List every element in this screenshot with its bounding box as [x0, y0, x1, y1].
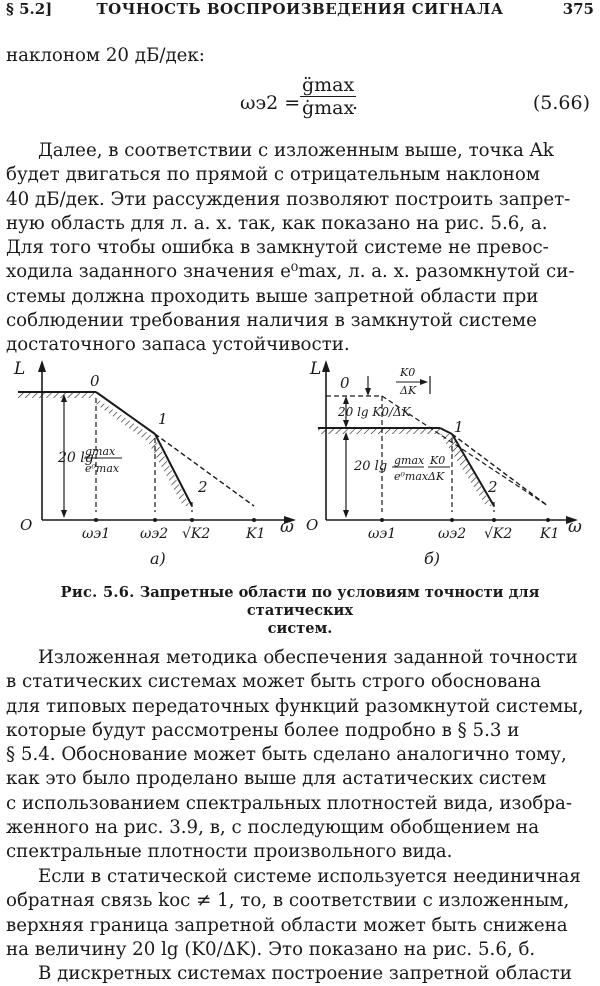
tick-k1: K1	[540, 526, 560, 542]
text-line: ходила заданного значения e⁰max, л. а. х. разомкнутой си-	[6, 261, 575, 283]
axis-label-omega: ω	[568, 517, 582, 537]
section-ref: § 5.2]	[6, 0, 53, 18]
tick-w1: ωэ1	[368, 526, 397, 542]
point-0-label: 0	[340, 374, 350, 392]
tick-dot	[450, 518, 454, 522]
text-line: будет двигаться по прямой с отрицательным наклоном	[6, 164, 541, 186]
lg-label: 20 lg	[354, 459, 388, 474]
text-line: стемы должна проходить выше запретной области при	[6, 285, 539, 307]
text-line: § 5.4. Обоснование может быть сделано аналогично тому,	[6, 744, 567, 766]
point-1-label: 1	[454, 418, 464, 436]
text-line: женного на рис. 3.9, в, с последующим обобщением на	[6, 817, 540, 839]
lg-denominator: e⁰max	[394, 470, 429, 483]
tick-w2: ωэ2	[438, 526, 467, 542]
text-line: В дискретных системах построение запретной области	[38, 963, 572, 984]
text-line: достаточного запаса устойчивости.	[6, 334, 350, 356]
equation-fraction	[300, 74, 359, 119]
page-header	[6, 0, 594, 22]
boundary-slope-1	[440, 428, 452, 434]
dim-arrow-down	[343, 510, 349, 518]
k0-arrow-right	[420, 379, 428, 385]
chart-a	[13, 359, 296, 568]
equation-number: (5.66)	[532, 92, 590, 114]
text-line: с использованием спектральных плотностей вида, изобра-	[6, 792, 572, 814]
text-line: которые будут рассмотрены более подробно в § 5.3 и	[6, 719, 520, 741]
y-arrow	[38, 360, 46, 372]
tick-sk2: √K2	[182, 526, 211, 542]
equation-numerator: g̈max	[302, 74, 355, 96]
tick-w1: ωэ1	[82, 526, 111, 542]
k0-numerator: K0	[400, 366, 416, 379]
text-line: 40 дБ/дек. Эти рассуждения позволяют построить запрет-	[6, 188, 571, 210]
tick-dot	[492, 518, 496, 522]
point-1-label: 1	[158, 410, 168, 428]
text-line: Изложенная методика обеспечения заданной точности	[38, 647, 578, 668]
lgk-label: 20 lg K0/ΔK	[338, 405, 411, 419]
text-line: Для того чтобы ошибка в замкнутой системе не превос-	[6, 237, 549, 259]
text-line: для типовых передаточных функций разомкнутой системы,	[6, 695, 584, 717]
tick-dot	[190, 518, 194, 522]
intro-line: наклоном 20 дБ/дек:	[6, 45, 205, 66]
boundary-slope-2	[155, 434, 192, 506]
equation-5-66	[0, 70, 600, 130]
lg-numerator: gmax	[85, 445, 116, 458]
axis-label-L: L	[310, 359, 322, 379]
running-title: ТОЧНОСТЬ ВОСПРОИЗВЕДЕНИЯ СИГНАЛА	[96, 0, 504, 18]
lgk-arrow-up	[343, 396, 349, 404]
page-number: 375	[562, 0, 594, 18]
figure-caption	[6, 584, 594, 638]
text-line: Если в статической системе используется неединичная	[38, 866, 581, 887]
lg-k0-numerator: K0	[430, 454, 446, 467]
boundary-slope-1	[96, 392, 155, 434]
text-line: как это было проделано выше для астатических систем	[6, 768, 547, 790]
text-line: спектральные плотности произвольного вида.	[6, 841, 453, 863]
point-0-label: 0	[90, 372, 100, 390]
lgk-arrow-down	[343, 420, 349, 428]
paragraph-3	[6, 865, 594, 962]
tick-dot	[94, 518, 98, 522]
tick-w2: ωэ2	[140, 526, 169, 542]
tick-dot	[153, 518, 157, 522]
tick-dot	[546, 518, 550, 522]
caption-label: Рис. 5.6.	[60, 584, 135, 601]
text-line: соблюдении требования наличия в замкнутой системе	[6, 310, 537, 332]
tick-sk2: √K2	[484, 526, 513, 542]
caption-line-2: систем.	[267, 620, 333, 637]
subfig-label-a: а)	[150, 549, 166, 568]
paragraph-1	[6, 139, 594, 358]
origin-label: O	[306, 516, 319, 534]
point-2-label: 2	[488, 478, 498, 496]
lg-denominator: e⁰max	[85, 462, 120, 475]
y-arrow	[322, 360, 330, 372]
caption-line-1: Запретные области по условиям точности для статических	[139, 584, 540, 619]
lg-label: 20 lg	[58, 450, 94, 466]
lg-numerator: gmax	[394, 454, 425, 467]
text-line: верхняя граница запретной области может быть снижена	[6, 914, 568, 936]
origin-label: O	[20, 516, 33, 534]
axis-label-omega: ω	[280, 517, 294, 537]
k0-arrow-down-left	[365, 388, 371, 396]
tick-k1: K1	[246, 526, 266, 542]
paragraph-4	[6, 962, 594, 986]
equation-dot: .	[352, 92, 359, 114]
equation-lhs: ωэ2 =	[240, 92, 301, 114]
lg-k0-denominator: ΔK	[428, 470, 445, 483]
text-line: обратная связь kос ≠ 1, то, в соответствии с изложенным,	[6, 890, 570, 912]
paragraph-2	[6, 646, 594, 865]
text-line: в статических системах может быть строго обоснована	[6, 671, 542, 693]
text-line: ную область для л. а. х. так, как показано на рис. 5.6, а.	[6, 212, 548, 234]
text-line: на величину 20 lg (K0/ΔK). Это показано на рис. 5.6, б.	[6, 938, 536, 960]
k0-denominator: ΔK	[400, 384, 417, 397]
tick-dot	[252, 518, 256, 522]
dim-arrow-down	[61, 510, 67, 518]
axis-label-L: L	[14, 359, 26, 379]
subfig-label-b: б)	[424, 549, 441, 568]
tick-dot	[380, 518, 384, 522]
figure-5-6	[0, 352, 600, 578]
text-line: Далее, в соответствии с изложенным выше, точка Ak	[38, 140, 554, 161]
chart-b	[306, 359, 582, 568]
point-2-label: 2	[198, 478, 208, 496]
equation-denominator: ġmax	[302, 97, 355, 119]
